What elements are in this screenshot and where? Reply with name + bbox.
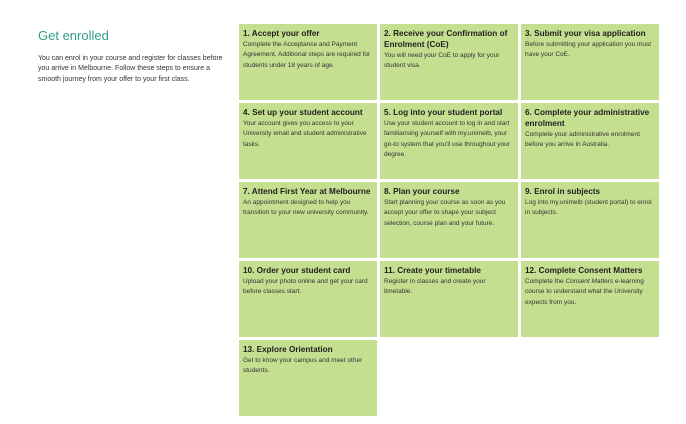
step-card-timetable[interactable] — [380, 261, 518, 337]
step-description: Complete your administrative enrolment before you arrive in Australia. — [525, 130, 640, 148]
step-title: 3. Submit your visa application — [525, 29, 646, 38]
step-title: 6. Complete your administrative enrolment — [525, 108, 650, 128]
step-description-tail: e-learning course to understand what the University expects from you. — [525, 277, 644, 306]
step-title: 9. Enrol in subjects — [525, 187, 601, 196]
step-description: Get to know your campus and meet other students. — [243, 356, 363, 375]
step-description: Log into my.unimelb (student portal) to enrol in subjects. — [525, 198, 652, 217]
step-title: 11. Create your timetable — [384, 266, 481, 275]
consent-matters-course-name: Consent Matters — [565, 277, 614, 285]
step-card-receive-coe[interactable] — [380, 24, 518, 100]
step-description: Register in classes and create your timetable. — [384, 277, 486, 296]
step-title: 10. Order your student card — [243, 266, 351, 275]
step-card-student-card[interactable] — [239, 261, 377, 337]
step-description: Use your student account to log in and start familiarising yourself with my.unimelb, your go-to system that you'll use throughout your degree. — [384, 119, 510, 159]
step-card-consent-matters[interactable] — [521, 261, 659, 337]
step-description-lead: Complete the — [525, 277, 566, 285]
step-title: 13. Explore Orientation — [243, 345, 333, 354]
step-description — [525, 277, 655, 308]
step-card-visa-application[interactable] — [521, 24, 659, 100]
step-title: 1. Accept your offer — [243, 29, 320, 38]
step-card-enrol-subjects[interactable] — [521, 182, 659, 258]
step-description: Your account gives you access to your University email and student administrative tasks. — [243, 119, 367, 148]
step-description: You will need your CoE to apply for your student visa. — [384, 51, 500, 69]
step-title: 8. Plan your course — [384, 187, 460, 196]
step-description: Upload your photo online and get your card before classes start. — [243, 277, 368, 296]
step-title: 5. Log into your student portal — [384, 108, 503, 117]
step-card-orientation[interactable] — [239, 340, 377, 416]
step-card-student-account[interactable] — [239, 103, 377, 179]
step-title: 7. Attend First Year at Melbourne — [243, 187, 371, 196]
step-description: Start planning your course as soon as you accept your offer to shape your subject selection, course plan and your future. — [384, 198, 506, 227]
step-card-first-year[interactable] — [239, 182, 377, 258]
intro-paragraph: You can enrol in your course and register for classes before you arrive in Melbourne. Follow these steps to ensure a smooth journey from your offer to your first class. — [38, 55, 223, 83]
step-card-student-portal[interactable] — [380, 103, 518, 179]
step-title: 12. Complete Consent Matters — [525, 266, 643, 275]
step-description: Complete the Acceptance and Payment Agreement. Additional steps are required for students under 18 years of age. — [243, 40, 371, 69]
step-card-administrative-enrolment[interactable] — [521, 103, 659, 179]
step-description: An appointment designed to help you transition to your new university community. — [243, 198, 369, 217]
step-card-plan-course[interactable] — [380, 182, 518, 258]
steps-grid — [239, 24, 659, 416]
page-title: Get enrolled — [38, 28, 109, 43]
step-description: Before submitting your application you must have your CoE. — [525, 40, 652, 59]
intro-section — [38, 28, 228, 85]
step-title: 4. Set up your student account — [243, 108, 363, 117]
step-card-accept-offer[interactable] — [239, 24, 377, 100]
step-title: 2. Receive your Confirmation of Enrolment (CoE) — [384, 29, 508, 49]
